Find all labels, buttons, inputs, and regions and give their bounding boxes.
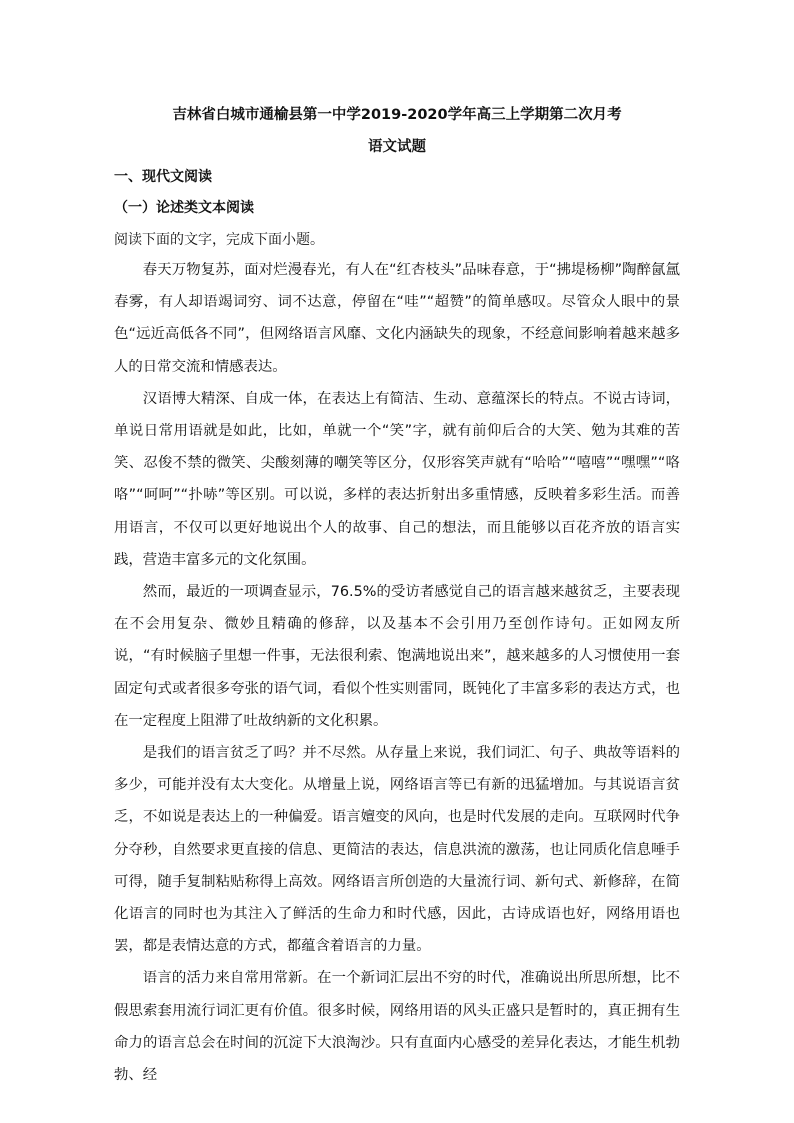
document-subtitle: 语文试题 [368, 139, 426, 155]
section-heading: 一、现代文阅读 [114, 169, 212, 185]
paragraph-4: 是我们的语言贫乏了吗？并不尽然。从存量上来说，我们词汇、句子、典故等语料的多少，可能并没有太大变化。从增量上说，网络语言等已有新的迅猛增加。与其说语言贫乏，不如说是表达上的一种偏爱。语言嬗变的风向，也是时代发展的走向。互联网时代争分夺秒，自然要求更直接的信息、更简洁的表达，信息洪流的激荡，也让同质化信息唾手可得，随手复制粘贴称得上高效。网络语言所创造的大量流行词、新句式、新修辞，在简化语言的同时也为其注入了鲜活的生命力和时代感，因此，古诗成语也好，网络用语也罢，都是表情达意的方式，都蕴含着语言的力量。 [114, 745, 680, 955]
subsection-heading: （一）论述类文本阅读 [114, 200, 254, 216]
reading-instruction: 阅读下面的文字，完成下面小题。 [114, 232, 324, 248]
paragraph-1: 春天万物复苏，面对烂漫春光，有人在“红杏枝头”品味春意，于“拂堤杨柳”陶醉氤氲春雾，有人却语竭词穷、词不达意，停留在“哇”“超赞”的简单感叹。尽管众人眼中的景色“远近高低各不同”，但网络语言风靡、文化内涵缺失的现象，不经意间影响着越来越多人的日常交流和情感表达。 [114, 262, 680, 375]
reading-passage [114, 254, 680, 1091]
paragraph-5: 语言的活力来自常用常新。在一个新词汇层出不穷的时代，准确说出所思所想，比不假思索套用流行词汇更有价值。很多时候，网络用语的风头正盛只是暂时的，真正拥有生命力的语言总会在时间的沉淀下大浪淘沙。只有直面内心感受的差异化表达，才能生机勃勃、经 [114, 970, 680, 1084]
paragraph-2: 汉语博大精深、自成一体，在表达上有简洁、生动、意蕴深长的特点。不说古诗词，单说日常用语就是如此，比如，单就一个“笑”字，就有前仰后合的大笑、勉为其难的苦笑、忍俊不禁的微笑、尖酸刻薄的嘲笑等区分，仅形容笑声就有“哈哈”“嘻嘻”“嘿嘿”“咯咯”“呵呵”“扑哧”等区别。可以说，多样的表达折射出多重情感，反映着多彩生活。而善用语言，不仅可以更好地说出个人的故事、自己的想法，而且能够以百花齐放的语言实践，营造丰富多元的文化氛围。 [114, 390, 680, 568]
document-title: 吉林省白城市通榆县第一中学2019-2020学年高三上学期第二次月考 [172, 107, 622, 123]
paragraph-3: 然而，最近的一项调查显示，76.5%的受访者感觉自己的语言越来越贫乏，主要表现在不会用复杂、微妙且精确的修辞，以及基本不会引用乃至创作诗句。正如网友所说，“有时候脑子里想一件事，无法很利索、饱满地说出来”，越来越多的人习惯使用一套固定句式或者很多夸张的语气词，看似个性实则雷同，既钝化了丰富多彩的表达方式，也在一定程度上阻滞了吐故纳新的文化积累。 [114, 584, 680, 729]
